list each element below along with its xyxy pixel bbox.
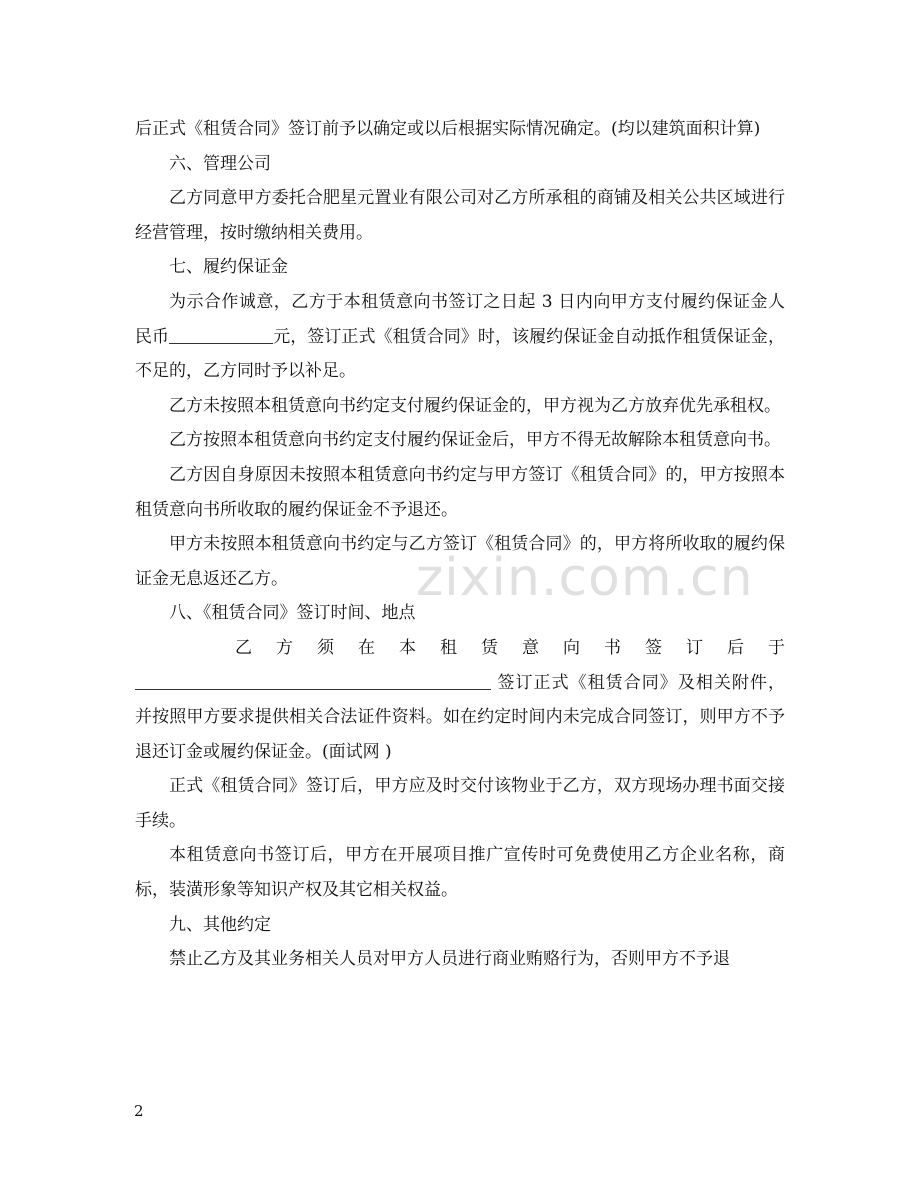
deposit-amount-blank	[169, 326, 273, 344]
spread-char: 向	[563, 637, 580, 658]
spread-char: 意	[522, 637, 539, 658]
spread-char: 租	[440, 637, 457, 658]
spread-char: 须	[317, 637, 334, 658]
page-number: 2	[134, 1102, 144, 1120]
watermark-text: zixin.com.cn	[416, 548, 754, 608]
signing-date-blank	[135, 672, 491, 690]
spread-char: 书	[604, 637, 621, 658]
spread-char: 于	[768, 637, 785, 658]
paragraph-management: 乙方同意甲方委托合肥星元置业有限公司对乙方所承租的商铺及相关公共区域进行经营管理，按时缴纳相关费用。	[135, 188, 785, 243]
spread-char: 后	[727, 637, 744, 658]
spread-line	[135, 631, 785, 666]
paragraph-area-calc: 后正式《租赁合同》签订前予以确定或以后根据实际情况确定。(均以建筑面积计算)	[135, 119, 761, 139]
heading-other-terms: 九、其他约定	[169, 914, 271, 935]
spread-char: 订	[686, 637, 703, 658]
heading-signing-time: 八、《租赁合同》签订时间、地点	[169, 603, 416, 624]
deposit-text-pre: 为示合作诚意，乙方于本租赁意向书签订之日起 3 日内向甲方支付履约保证金人民币	[135, 291, 785, 347]
spread-char: 签	[645, 637, 662, 658]
heading-performance-deposit: 七、履约保证金	[169, 257, 288, 278]
paragraph-deposit-amount	[135, 285, 785, 389]
spread-char: 本	[399, 637, 416, 658]
deposit-text-post: 元，签订正式《租赁合同》时，该履约保证金自动抵作租赁保证金，不足的，乙方同时予以补足。	[135, 326, 785, 382]
paragraph-deposit-refund: 甲方未按照本租赁意向书约定与乙方签订《租赁合同》的，甲方将所收取的履约保证金无息返还乙方。	[135, 534, 785, 589]
document-body	[135, 112, 785, 977]
paragraph-handover: 正式《租赁合同》签订后，甲方应及时交付该物业于乙方，双方现场办理书面交接手续。	[135, 776, 785, 831]
spread-char: 赁	[481, 637, 498, 658]
heading-management-company: 六、管理公司	[169, 153, 271, 174]
spread-char: 乙	[235, 637, 252, 658]
spread-char: 在	[358, 637, 375, 658]
signing-text-post: 签订正式《租赁合同》及相关附件，并按照甲方要求提供相关合法证件资料。如在约定时间内未完成合同签订，则甲方不予退还订金或履约保证金。(面试网 )	[135, 672, 786, 762]
paragraph-signing	[135, 631, 785, 769]
paragraph-deposit-paid: 乙方按照本租赁意向书约定支付履约保证金后，甲方不得无故解除本租赁意向书。	[169, 430, 781, 451]
paragraph-deposit-forfeit: 乙方因自身原因未按照本租赁意向书约定与甲方签订《租赁合同》的，甲方按照本租赁意向书所收取的履约保证金不予退还。	[135, 464, 785, 520]
paragraph-deposit-unpaid: 乙方未按照本租赁意向书约定支付履约保证金的，甲方视为乙方放弃优先承租权。	[169, 395, 781, 416]
spread-char: 方	[276, 637, 293, 658]
signing-text	[135, 666, 785, 770]
paragraph-bribery: 禁止乙方及其业务相关人员对甲方人员进行商业贿赂行为，否则甲方不予退	[169, 949, 730, 970]
paragraph-ip-usage: 本租赁意向书签订后，甲方在开展项目推广宣传时可免费使用乙方企业名称，商标，装潢形象等知识产权及其它相关权益。	[135, 845, 785, 901]
